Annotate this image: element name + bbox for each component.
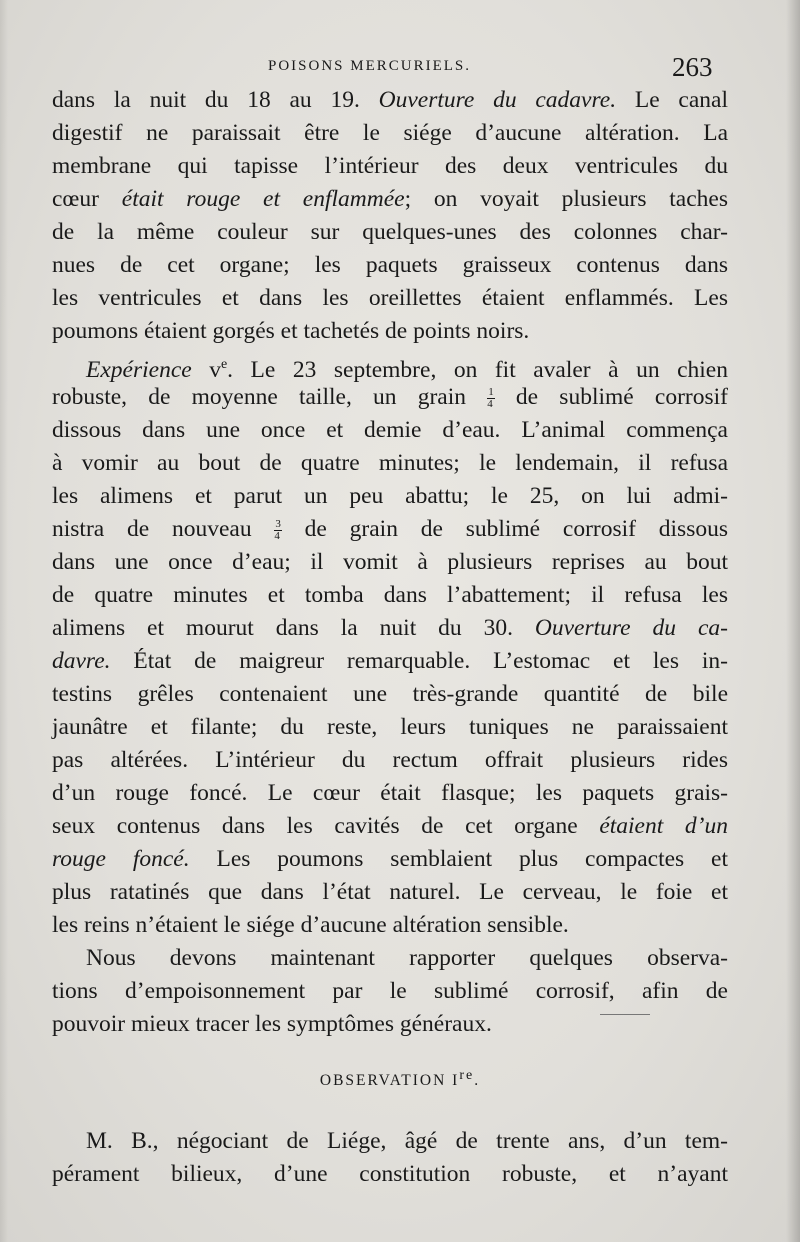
text-line: alimens et mourut dans la nuit du 30. Ouverture du ca- [52, 615, 728, 641]
text-line: pas altérées. L’intérieur du rectum offrait plusieurs rides [52, 747, 728, 773]
text-line: les alimens et parut un peu abattu; le 25, on lui admi- [52, 483, 728, 509]
text-line: digestif ne paraissait être le siége d’aucune altération. La [52, 120, 728, 146]
text-line: M. B., négociant de Liége, âgé de trente ans, d’un tem- [86, 1128, 728, 1154]
text-line: nues de cet organe; les paquets graisseux contenus dans [52, 252, 728, 278]
text-line: d’un rouge foncé. Le cœur était flasque; les paquets grais- [52, 780, 728, 806]
text-line: pouvoir mieux tracer les symptômes généraux. [52, 1011, 492, 1037]
running-head [0, 54, 800, 84]
text-line: nistra de nouveau $\frac{3}{4}$ de grain de sublimé corrosif dissous [52, 516, 728, 543]
text-line: dans une once d’eau; il vomit à plusieurs reprises au bout [52, 549, 728, 575]
fraction: $\frac{1}{4}$ [487, 386, 494, 411]
page-gutter-shadow [786, 0, 800, 1242]
text-line: les ventricules et dans les oreillettes étaient enflammés. Les [52, 285, 728, 311]
text-line: cœur était rouge et enflammée; on voyait plusieurs taches [52, 186, 728, 212]
text-line: les reins n’étaient le siége d’aucune altération sensible. [52, 912, 569, 938]
text-line: testins grêles contenaient une très-grande quantité de bile [52, 681, 728, 707]
text-line: de quatre minutes et tomba dans l’abattement; il refusa les [52, 582, 728, 608]
text-line: robuste, de moyenne taille, un grain $\frac{1}{4}$ de sublimé corrosif [52, 384, 728, 411]
text-line: poumons étaient gorgés et tachetés de points noirs. [52, 318, 530, 344]
text-line: davre. État de maigreur remarquable. L’estomac et les in- [52, 648, 728, 674]
text-line: plus ratatinés que dans l’état naturel. Le cerveau, le foie et [52, 879, 728, 905]
page-number: 263 [672, 52, 713, 82]
text-line: jaunâtre et filante; du reste, leurs tuniques ne paraissaient [52, 714, 728, 740]
text-line: tions d’empoisonnement par le sublimé corrosif, afin de [52, 978, 728, 1004]
text-line: membrane qui tapisse l’intérieur des deux ventricules du [52, 153, 728, 179]
text-line: seux contenus dans les cavités de cet organe étaient d’un [52, 813, 728, 839]
text-line: dans la nuit du 18 au 19. Ouverture du cadavre. Le canal [52, 87, 728, 113]
text-line: Nous devons maintenant rapporter quelques observa- [86, 945, 728, 971]
text-line: Expérience $v^e$. Le 23 septembre, on fit avaler à un chien [86, 356, 728, 383]
observation-body [52, 1124, 728, 1190]
text-line: dissous dans une once et demie d’eau. L’animal commença [52, 417, 728, 443]
section-rule [600, 1014, 650, 1015]
body-text [52, 84, 728, 1041]
running-title: POISONS MERCURIELS. [268, 58, 472, 74]
page-left-edge [0, 0, 8, 1242]
fraction: $\frac{3}{4}$ [274, 518, 281, 543]
observation-heading: OBSERVATION Ire. [319, 1068, 481, 1090]
text-line: de la même couleur sur quelques-unes des colonnes char- [52, 219, 728, 245]
text-line: pérament bilieux, d’une constitution robuste, et n’ayant [52, 1161, 728, 1187]
text-line: rouge foncé. Les poumons semblaient plus compactes et [52, 846, 729, 872]
text-line: à vomir au bout de quatre minutes; le lendemain, il refusa [52, 450, 728, 476]
